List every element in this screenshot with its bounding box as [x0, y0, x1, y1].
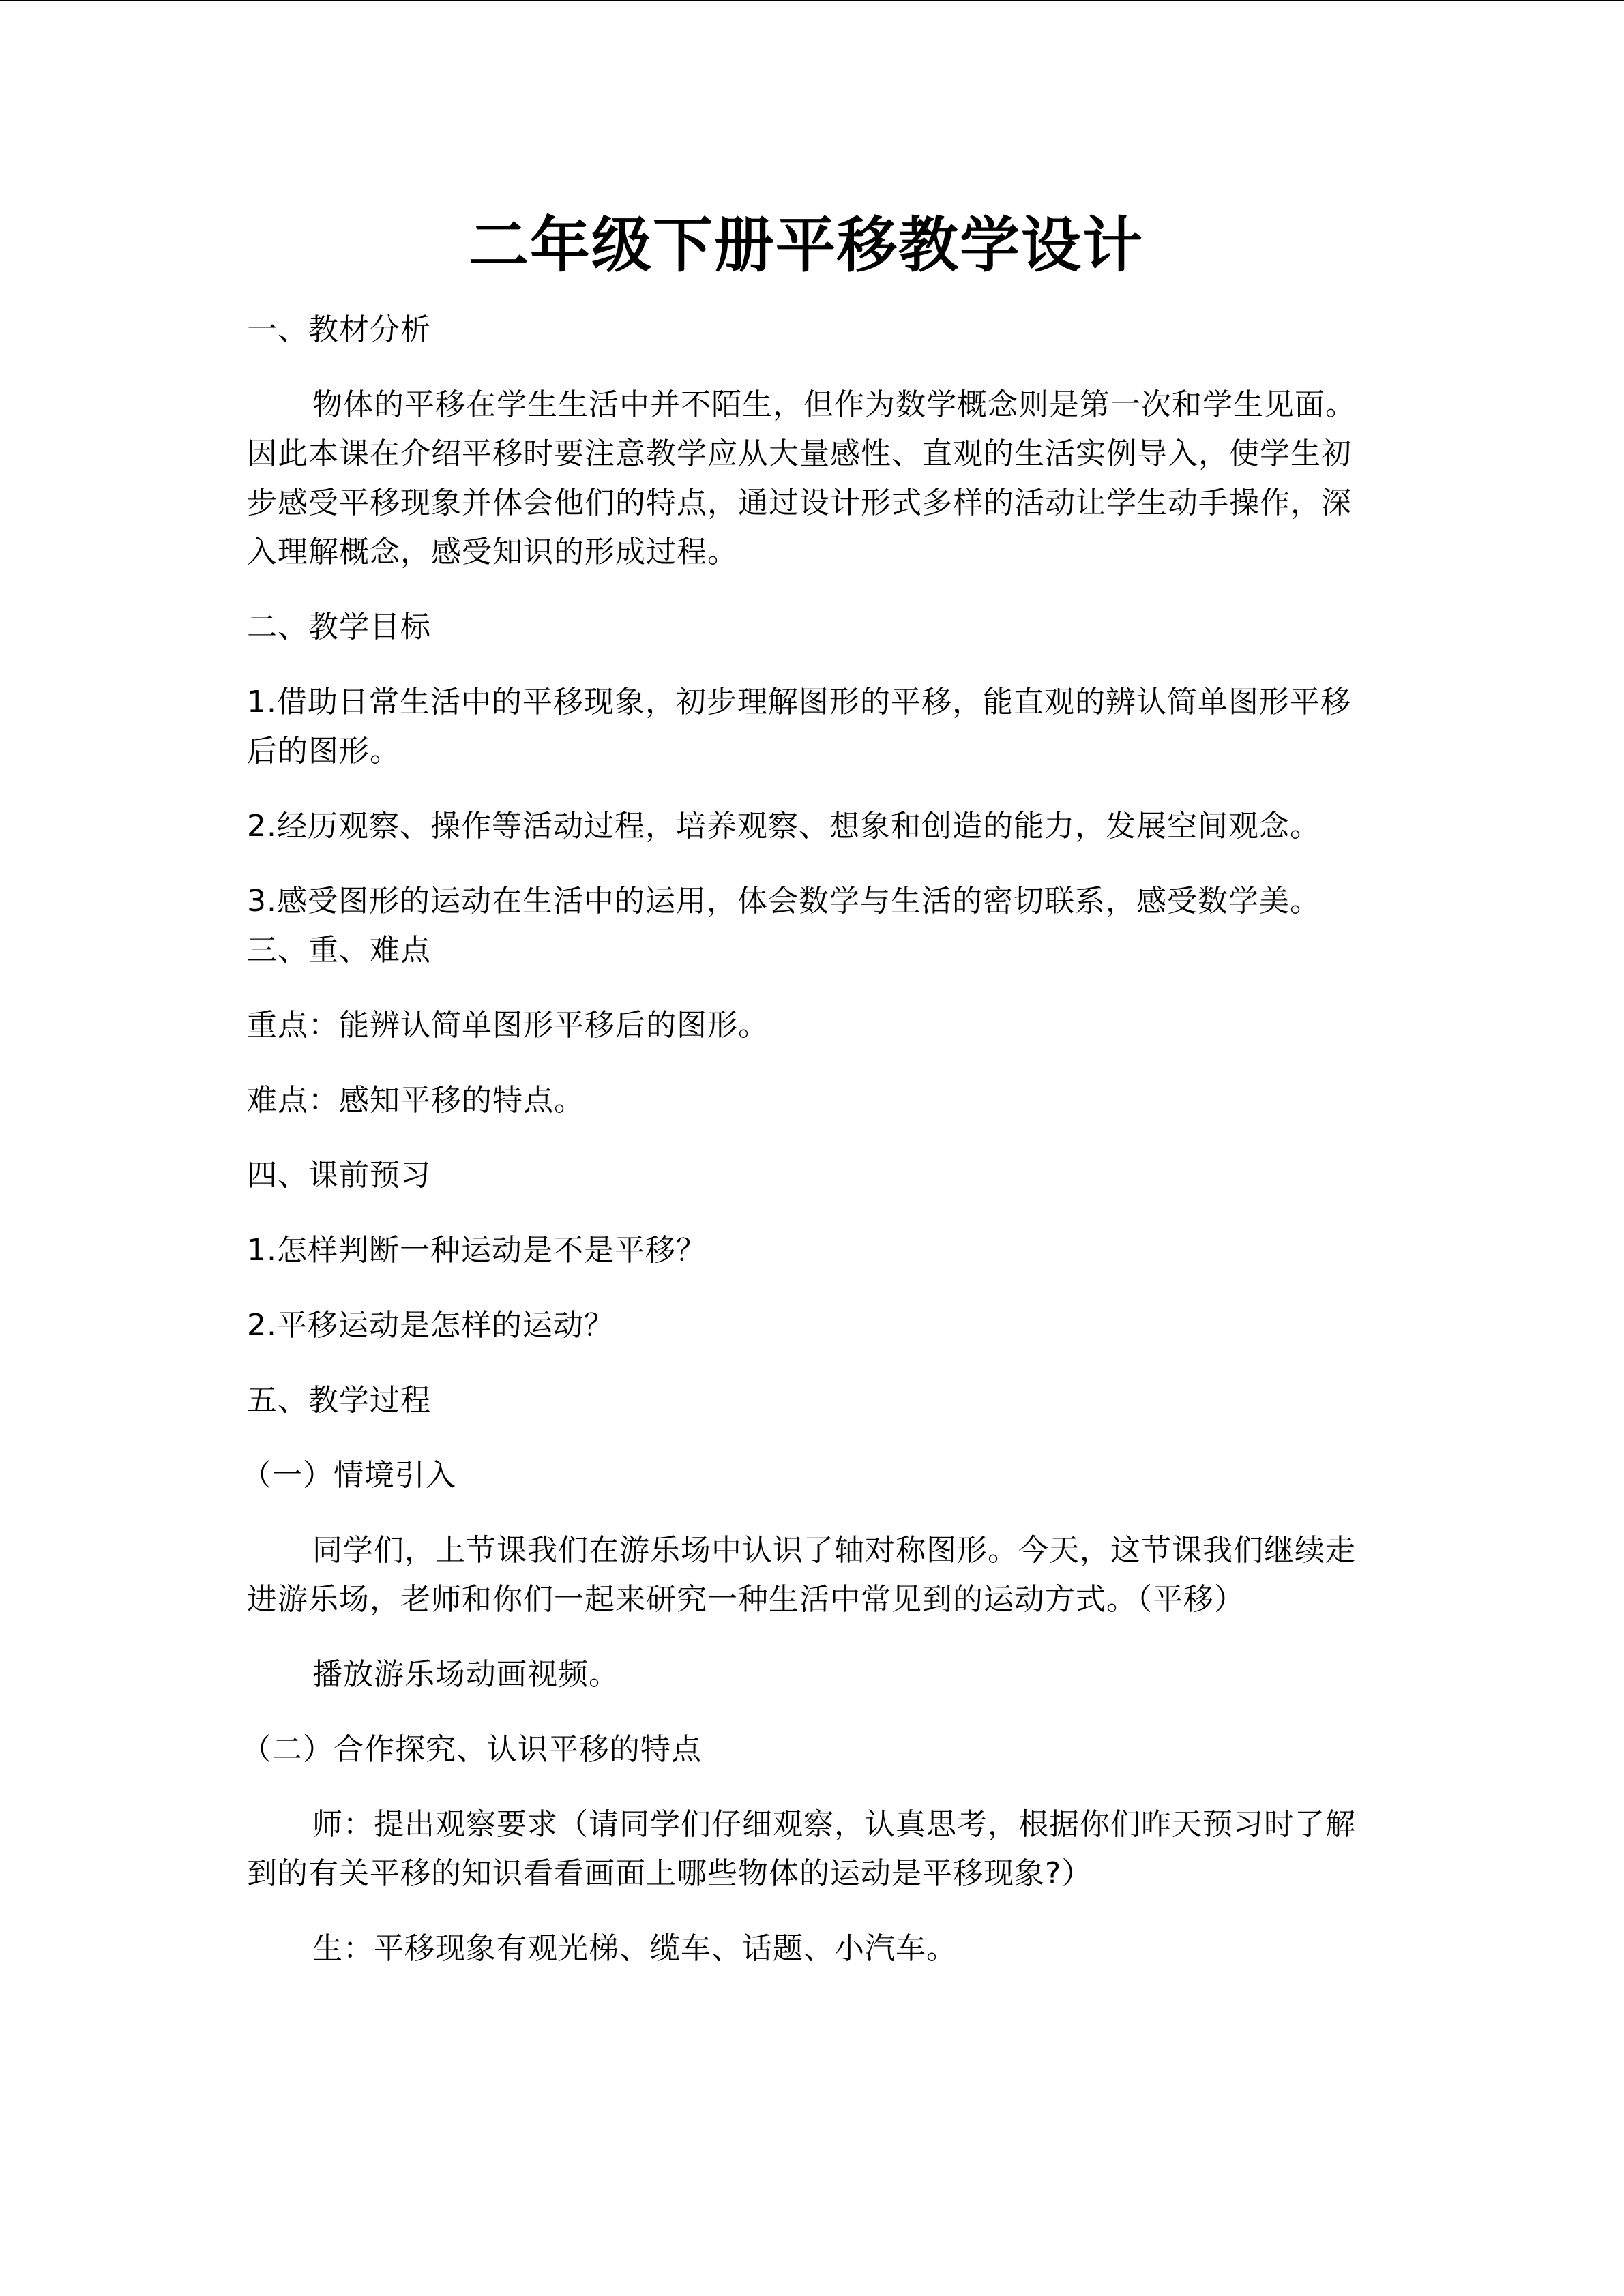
paragraph-teacher-requirement: 师：提出观察要求（请同学们仔细观察，认真思考，根据你们昨天预习时了解到的有关平移的知识看看画面上哪些物体的运动是平移现象?）: [247, 1807, 1356, 1891]
subsection-heading-cooperative-inquiry: （二）合作探究、认识平移的特点: [241, 1732, 702, 1767]
paragraph-key-point: 重点：能辨认简单图形平移后的图形。: [247, 1008, 769, 1043]
document-title: 二年级下册平移教学设计: [468, 210, 1144, 280]
paragraph-preview-2: 2.平移运动是怎样的运动？: [247, 1308, 615, 1343]
section-heading-preview: 四、课前预习: [247, 1158, 431, 1193]
document-page: [241, 205, 1365, 1973]
top-border-line: [0, 0, 1624, 1]
paragraph-scenario-intro: 同学们，上节课我们在游乐场中认识了轴对称图形。今天，这节课我们继续走进游乐场，老师和你们一起来研究一种生活中常见到的运动方式。（平移）: [247, 1533, 1356, 1617]
paragraph-goal-1: 1.借助日常生活中的平移现象，初步理解图形的平移，能直观的辨认简单图形平移后的图形。: [247, 685, 1351, 769]
paragraph-difficult-point: 难点：感知平移的特点。: [247, 1083, 585, 1118]
paragraph-goal-3: 3.感受图形的运动在生活中的运用，体会数学与生活的密切联系，感受数学美。三、重、难点: [247, 884, 1320, 968]
paragraph-goal-2: 2.经历观察、操作等活动过程，培养观察、想象和创造的能力，发展空间观念。: [247, 809, 1320, 844]
section-heading-teaching-process: 五、教学过程: [247, 1383, 431, 1418]
paragraph-preview-1: 1.怎样判断一种运动是不是平移？: [247, 1233, 707, 1268]
subsection-heading-scenario-intro: （一）情境引入: [241, 1458, 456, 1493]
section-heading-textbook-analysis: 一、教材分析: [247, 312, 431, 347]
paragraph-textbook-analysis: 物体的平移在学生生活中并不陌生，但作为数学概念则是第一次和学生见面。因此本课在介绍平移时要注意教学应从大量感性、直观的生活实例导入，使学生初步感受平移现象并体会他们的特点，通过设计形式多样的活动让学生动手操作，深入理解概念，感受知识的形成过程。: [247, 387, 1356, 569]
section-heading-teaching-goals: 二、教学目标: [247, 610, 431, 644]
paragraph-play-video: 播放游乐场动画视频。: [312, 1657, 619, 1692]
paragraph-student-answer: 生：平移现象有观光梯、缆车、话题、小汽车。: [312, 1931, 957, 1966]
